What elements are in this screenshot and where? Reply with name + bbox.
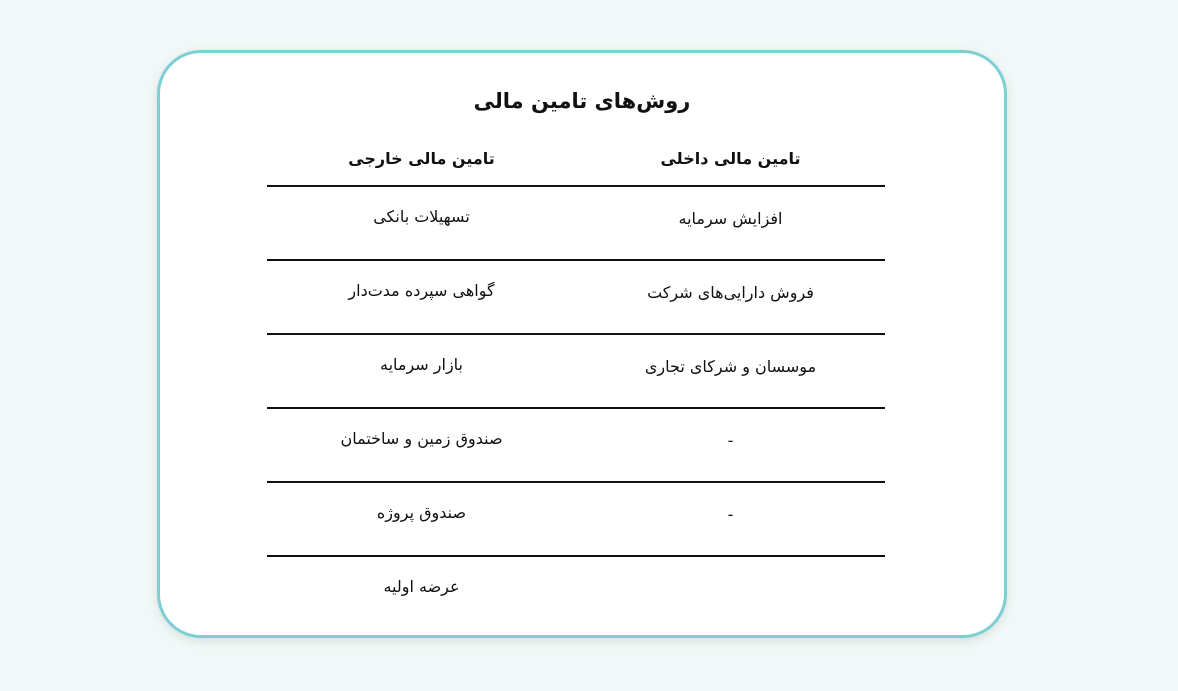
financing-methods-card — [157, 50, 1007, 638]
table-title: روش‌های تامین مالی — [473, 89, 691, 113]
header-internal-financing: تامین مالی داخلی — [660, 149, 801, 168]
external-cell: گواهی سپرده مدت‌دار — [348, 281, 495, 300]
external-cell: صندوق زمین و ساختمان — [340, 429, 503, 448]
external-cell: بازار سرمایه — [379, 355, 464, 374]
internal-cell: افزایش سرمایه — [678, 209, 783, 228]
financing-table — [267, 139, 885, 629]
table-row — [267, 557, 885, 629]
table-row — [267, 483, 885, 557]
external-cell: صندوق پروژه — [376, 503, 467, 522]
table-row — [267, 409, 885, 483]
table-row — [267, 261, 885, 335]
table-row — [267, 335, 885, 409]
internal-cell — [576, 557, 885, 629]
internal-cell: - — [727, 431, 734, 450]
internal-cell: موسسان و شرکای تجاری — [644, 357, 817, 376]
header-external-financing: تامین مالی خارجی — [348, 149, 495, 168]
internal-cell: - — [727, 505, 734, 524]
internal-cell: فروش دارایی‌های شرکت — [647, 283, 814, 302]
table-header-row — [267, 139, 885, 187]
external-cell: عرضه اولیه — [383, 577, 460, 596]
table-row — [267, 187, 885, 261]
external-cell: تسهیلات بانکی — [373, 207, 470, 226]
